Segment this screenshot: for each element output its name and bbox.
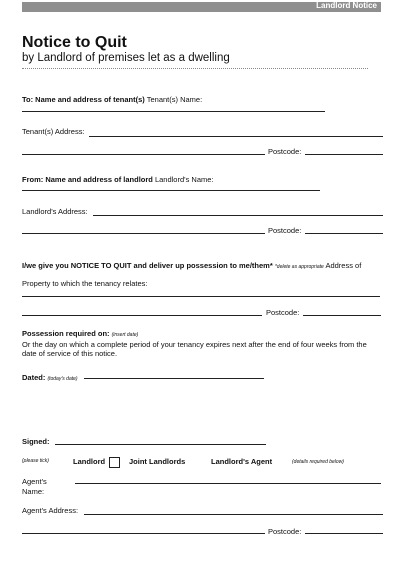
notice-statement-row	[22, 261, 361, 270]
property-address-field-2[interactable]	[22, 315, 262, 316]
possession-text-1: Or the day on which a complete period of your tenancy expires next after the end of four weeks from the	[22, 340, 367, 349]
dated-label: Dated:	[22, 373, 46, 382]
landlord-checkbox[interactable]	[109, 457, 120, 468]
tenant-address-label: Tenant(s) Address:	[22, 127, 85, 136]
agent-postcode-label: Postcode:	[268, 527, 302, 536]
agent-address-field-2[interactable]	[22, 533, 265, 534]
landlord-postcode-field[interactable]	[305, 233, 383, 234]
tenant-section	[22, 95, 202, 104]
tenant-address-field-2[interactable]	[22, 154, 265, 155]
landlord-postcode-label: Postcode:	[268, 226, 302, 235]
header-bar	[22, 2, 381, 12]
dated-row	[22, 373, 78, 382]
possession-row	[22, 329, 138, 338]
tenant-name-field[interactable]	[22, 111, 325, 112]
delete-note: *delete as appropriate	[274, 264, 324, 270]
tenant-postcode-field[interactable]	[305, 154, 383, 155]
signed-label: Signed:	[22, 437, 50, 446]
document-title: Notice to Quit	[22, 34, 127, 51]
tenant-heading: To: Name and address of tenant(s)	[22, 95, 145, 104]
possession-heading: Possession required on:	[22, 329, 110, 338]
header-tag: Landlord Notice	[316, 1, 377, 10]
property-postcode-field[interactable]	[303, 315, 381, 316]
landlord-address-field-2[interactable]	[22, 233, 265, 234]
landlord-name-field[interactable]	[22, 190, 320, 191]
tick-joint-label: Joint Landlords	[129, 457, 186, 466]
tick-agent-label: Landlord's Agent	[211, 457, 273, 466]
subtitle-divider	[22, 68, 368, 69]
tenant-postcode-label: Postcode:	[268, 147, 302, 156]
document-subtitle: by Landlord of premises let as a dwelling	[22, 52, 230, 64]
landlord-address-label: Landlord's Address:	[22, 207, 88, 216]
landlord-address-field-1[interactable]	[93, 215, 383, 216]
please-tick-note: (please tick)	[22, 458, 49, 464]
insert-date-note: (insert date)	[111, 332, 139, 338]
property-postcode-label: Postcode:	[266, 308, 300, 317]
landlord-section	[22, 175, 214, 184]
agent-address-label: Agent's Address:	[22, 506, 79, 515]
dated-note: (today's date)	[47, 376, 78, 382]
details-required-note: (details required below)	[292, 459, 344, 465]
property-label: Property to which the tenancy relates:	[22, 279, 148, 288]
possession-text-2: date of service of this notice.	[22, 349, 118, 358]
dated-field[interactable]	[84, 378, 264, 379]
address-of-label: Address of	[325, 261, 362, 270]
landlord-name-label: Landlord's Name:	[154, 175, 214, 184]
tick-landlord-label: Landlord	[73, 457, 106, 466]
signature-field[interactable]	[55, 444, 266, 445]
landlord-heading: From: Name and address of landlord	[22, 175, 153, 184]
property-address-field-1[interactable]	[22, 296, 380, 297]
agent-address-field-1[interactable]	[84, 514, 383, 515]
tenant-address-field-1[interactable]	[89, 136, 383, 137]
agent-name-field[interactable]	[75, 483, 381, 484]
tenant-name-label: Tenant(s) Name:	[146, 95, 203, 104]
notice-statement: I/we give you NOTICE TO QUIT and deliver up possession to me/them*	[22, 261, 273, 270]
agent-name-label-2: Name:	[22, 487, 45, 496]
agent-name-label-1: Agent's	[22, 477, 47, 486]
agent-postcode-field[interactable]	[305, 533, 383, 534]
